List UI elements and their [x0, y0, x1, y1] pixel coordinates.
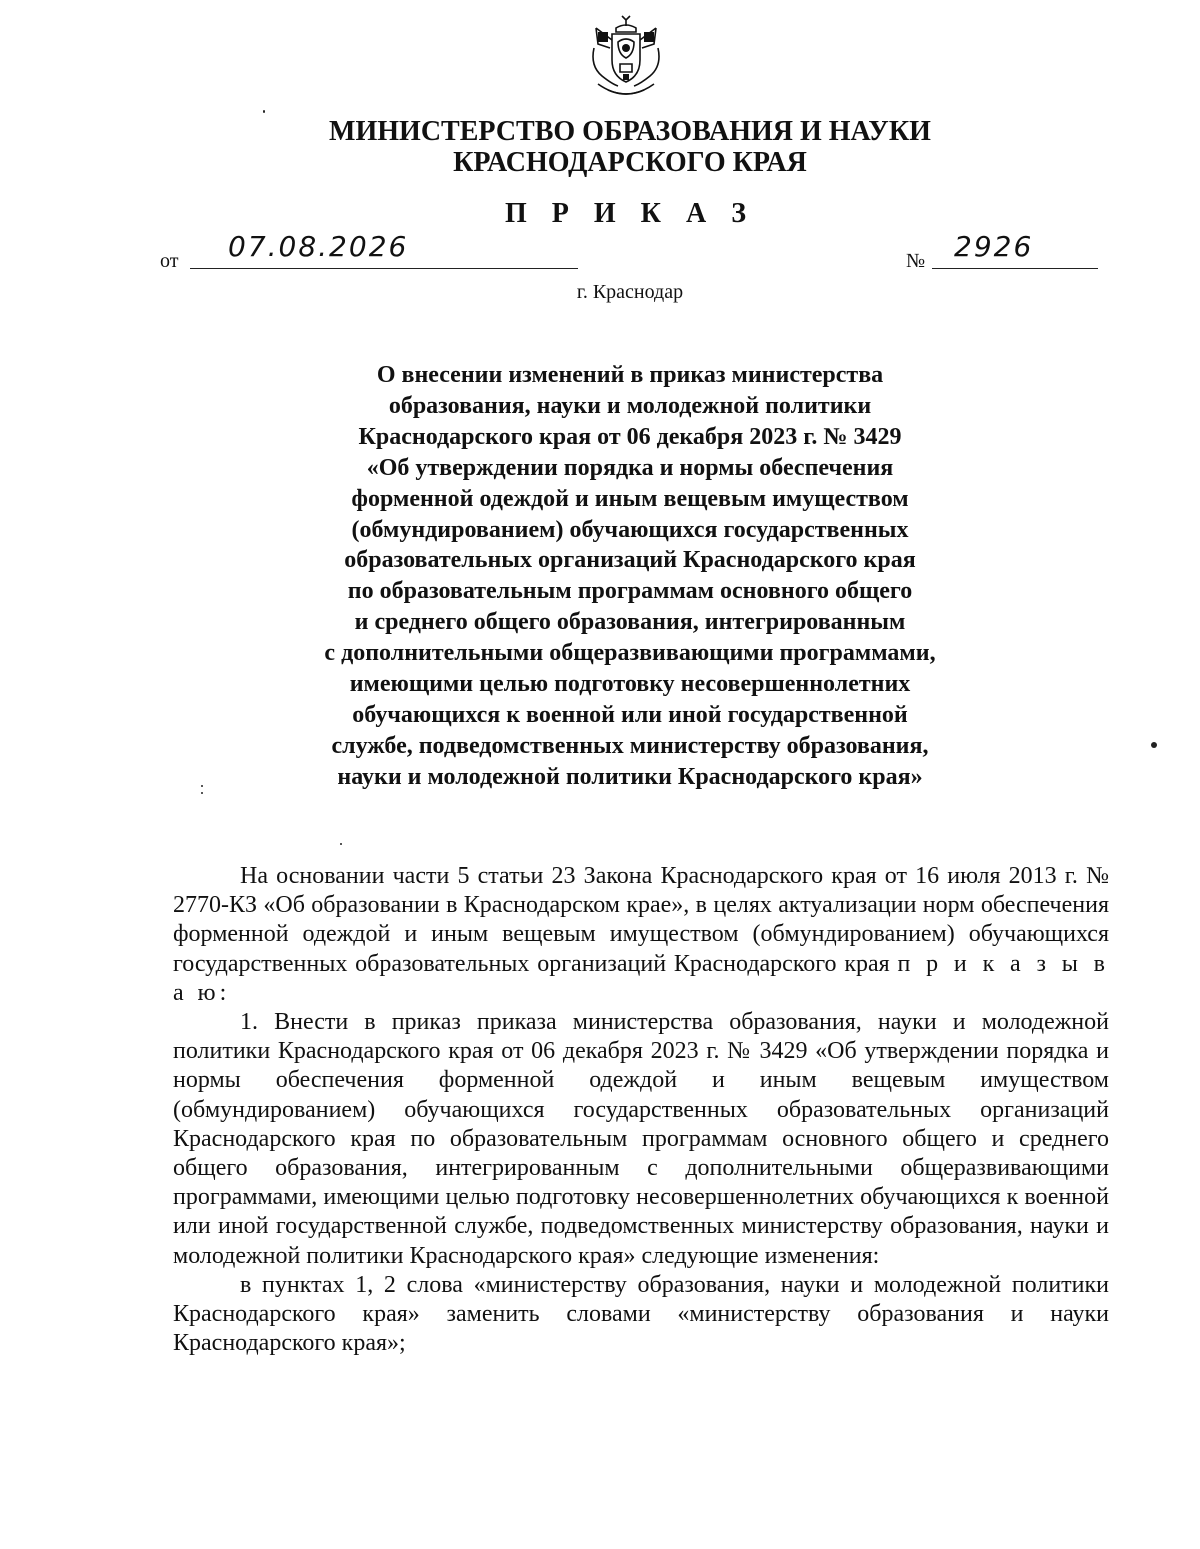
date-underline	[190, 268, 578, 269]
subject-line: образования, науки и молодежной политики	[388, 392, 872, 419]
coat-of-arms-icon	[588, 14, 664, 104]
city-name: г. Краснодар	[576, 281, 684, 303]
ministry-name-line: КРАСНОДАРСКОГО КРАЯ	[453, 147, 807, 178]
scan-speck	[201, 792, 203, 794]
subject-line: и среднего общего образования, интегрированным	[354, 609, 906, 636]
subject-line: Краснодарского края от 06 декабря 2023 г. № 3429	[358, 423, 902, 450]
preamble-text: На основании части 5 статьи 23 Закона Краснодарского края от 16 июля 2013 г. № 2770-КЗ «Об образовании в Краснодарском крае», в целях актуализации норм обеспечения форменной одеждой и иным вещевым имуществом (обмундированием) обучающихся государственных образовательных организаций Краснодарского края	[173, 863, 1109, 977]
subject-line: форменной одеждой и иным вещевым имуществом	[351, 485, 909, 512]
ministry-name-line: МИНИСТЕРСТВО ОБРАЗОВАНИЯ И НАУКИ	[329, 116, 931, 147]
subject-line: образовательных организаций Краснодарского края	[344, 547, 916, 574]
subject-line: службе, подведомственных министерству образования,	[331, 732, 929, 759]
scan-speck	[263, 110, 265, 113]
order-title: П Р И К А З	[505, 198, 755, 229]
subject-line: по образовательным программам основного общего	[347, 578, 913, 605]
order-body	[173, 862, 1109, 1358]
scan-speck	[201, 785, 203, 787]
date-label: от	[160, 250, 179, 272]
subject-line: О внесении изменений в приказ министерства	[376, 362, 884, 388]
subject-line: имеющими целью подготовку несовершеннолетних	[349, 671, 911, 698]
order-subject	[250, 360, 1010, 793]
subject-line: науки и молодежной политики Краснодарского края»	[337, 763, 923, 790]
number-label: №	[906, 250, 926, 272]
handwritten-number: 2926	[954, 230, 1034, 263]
order-directive-word: п р и к а з ы в а ю:	[173, 950, 1110, 1006]
scan-speck	[1151, 742, 1157, 748]
clause-1-paragraph: 1. Внести в приказ приказа министерства образования, науки и молодежной политики Краснодарского края от 06 декабря 2023 г. № 3429 «Об утверждении порядка и нормы обеспечения форменной одеждой и иным вещевым имуществом (обмундированием) обучающихся государственных образовательных организаций Краснодарского края по образовательным программам основного общего и среднего общего образования, интегрированным с дополнительными общеразвивающими программами, имеющими целью подготовку несовершеннолетних обучающихся к военной или иной государственной службе, подведомственных министерству образования, науки и молодежной политики Краснодарского края» следующие изменения:	[173, 1009, 1109, 1269]
ministry-name	[300, 116, 960, 178]
subject-line: с дополнительными общеразвивающими программами,	[324, 640, 936, 667]
subject-line: (обмундированием) обучающихся государственных	[351, 516, 909, 543]
preamble-paragraph	[173, 862, 1109, 1008]
number-underline	[932, 268, 1098, 269]
subject-line: обучающихся к военной или иной государственной	[352, 701, 908, 728]
clause-1-change-paragraph: в пунктах 1, 2 слова «министерству образования, науки и молодежной политики Краснодарского края» заменить словами «министерству образования и науки Краснодарского края»;	[173, 1271, 1109, 1357]
subject-line: «Об утверждении порядка и нормы обеспечения	[366, 454, 894, 481]
scan-speck	[340, 843, 342, 845]
handwritten-date: 07.08.2026	[228, 230, 409, 263]
